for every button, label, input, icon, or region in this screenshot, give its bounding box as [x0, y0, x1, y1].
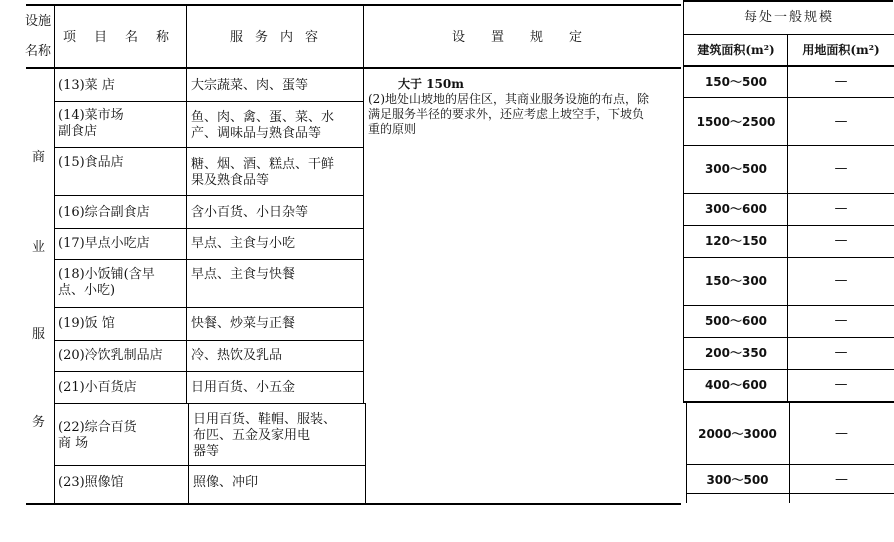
service-content-14: 鱼、肉、禽、蛋、菜、水 产、调味品与熟食品等: [191, 110, 335, 141]
col-divider-1: [54, 5, 55, 503]
row-divider: [55, 259, 364, 260]
col-divider-3b: [365, 403, 366, 503]
scale-top-border: [683, 0, 893, 2]
item-name-17: (17)早点小吃店: [58, 236, 150, 251]
item-name-14: (14)菜市场 副食店: [58, 108, 124, 139]
building-area-19: 500～600: [704, 314, 768, 328]
category-char: 务: [32, 415, 46, 430]
scale-mid-border-b: [789, 403, 790, 503]
regulation-item-2: (2)地处山坡地的居住区，其商业服务设施的布点，除满足服务半径的要求外，还应考虑上坡空手，下坡负重的原则: [368, 92, 650, 136]
land-area-19: —: [834, 313, 848, 328]
bottom-border-left: [26, 503, 681, 505]
row-divider: [55, 101, 364, 102]
land-area-21: —: [834, 377, 848, 392]
scale-row-divider: [684, 337, 894, 338]
scale-bottom-border: [686, 493, 894, 494]
regulation-top-line: 大于 150m: [398, 77, 464, 91]
scale-row-divider: [684, 193, 894, 194]
scale-row-divider: [684, 305, 894, 306]
building-area-22: 2000～3000: [698, 427, 777, 441]
item-name-19: (19)饭 馆: [58, 316, 115, 331]
land-area-17: —: [834, 233, 848, 248]
category-char: 商: [32, 150, 46, 165]
building-area-20: 200～350: [704, 346, 768, 360]
item-name-15: (15)食品店: [58, 155, 124, 170]
item-name-18: (18)小饭铺(含早 点、小吃): [58, 267, 155, 298]
row-divider: [55, 403, 366, 404]
scale-row-divider: [684, 401, 894, 403]
row-divider: [55, 195, 364, 196]
service-content-13: 大宗蔬菜、肉、蛋等: [191, 78, 309, 93]
service-content-16: 含小百货、小日杂等: [191, 205, 309, 220]
service-content-22: 日用百货、鞋帽、服装、 布匹、五金及家用电 器等: [193, 412, 337, 459]
row-divider: [55, 371, 364, 372]
land-area-15: —: [834, 161, 848, 176]
land-area-14: —: [834, 114, 848, 129]
category-char: 服: [32, 327, 46, 342]
row-divider: [55, 147, 364, 148]
service-content-23: 照像、冲印: [193, 475, 259, 490]
land-area-20: —: [834, 345, 848, 360]
row-divider: [55, 307, 364, 308]
scale-row-divider: [684, 257, 894, 258]
service-content-19: 快餐、炒菜与正餐: [191, 316, 296, 331]
header-bottom-border-left: [26, 67, 681, 69]
service-content-21: 日用百货、小五金: [191, 380, 296, 395]
row-divider: [55, 465, 366, 466]
land-area-16: —: [834, 201, 848, 216]
scale-row-divider: [684, 369, 894, 370]
header-setup-rules: 设置规定: [451, 30, 608, 45]
header-land-area: 用地面积(m²): [802, 43, 880, 57]
land-area-23: —: [835, 472, 848, 487]
item-name-22: (22)综合百货 商 场: [58, 420, 137, 451]
scale-row-divider: [684, 225, 894, 226]
building-area-13: 150～500: [704, 75, 768, 89]
scale-header-bottom: [683, 65, 894, 67]
scale-left-border-b: [686, 403, 687, 503]
building-area-21: 400～600: [704, 378, 768, 392]
service-content-15: 糖、烟、酒、糕点、干鲜 果及熟食品等: [191, 157, 335, 188]
item-name-16: (16)综合副食店: [58, 205, 150, 220]
land-area-18: —: [834, 273, 848, 288]
header-building-area: 建筑面积(m²): [697, 43, 775, 57]
building-area-15: 300～500: [704, 162, 768, 176]
service-content-18: 早点、主食与快餐: [191, 267, 296, 282]
header-scale-group: 每处一般规模: [743, 10, 834, 25]
scale-row-divider: [684, 97, 894, 98]
service-content-17: 早点、主食与小吃: [191, 236, 296, 251]
scale-row-divider: [684, 145, 894, 146]
service-content-20: 冷、热饮及乳品: [191, 348, 283, 363]
item-name-23: (23)照像馆: [58, 475, 124, 490]
item-name-20: (20)冷饮乳制品店: [58, 348, 163, 363]
top-border-left: [26, 4, 681, 6]
land-area-22: —: [835, 426, 848, 441]
header-item-name: 项目名称: [62, 30, 187, 45]
row-divider: [55, 340, 364, 341]
header-facility-line1: 设施: [25, 14, 52, 29]
row-divider: [55, 228, 364, 229]
building-area-16: 300～600: [704, 202, 768, 216]
scale-row-divider: [686, 464, 894, 465]
header-facility-line2: 名称: [25, 44, 52, 59]
land-area-13: —: [834, 74, 848, 89]
category-char: 业: [32, 240, 46, 255]
scale-group-divider: [684, 34, 894, 35]
item-name-21: (21)小百货店: [58, 380, 137, 395]
col-divider-3: [363, 5, 364, 403]
building-area-14: 1500～2500: [696, 115, 776, 129]
col-divider-2b: [188, 403, 189, 503]
building-area-18: 150～300: [704, 274, 768, 288]
item-name-13: (13)菜 店: [58, 78, 115, 93]
building-area-17: 120～150: [704, 234, 768, 248]
col-divider-2: [186, 5, 187, 403]
header-service-content: 服务内容: [229, 30, 330, 45]
building-area-23: 300～500: [706, 473, 769, 487]
